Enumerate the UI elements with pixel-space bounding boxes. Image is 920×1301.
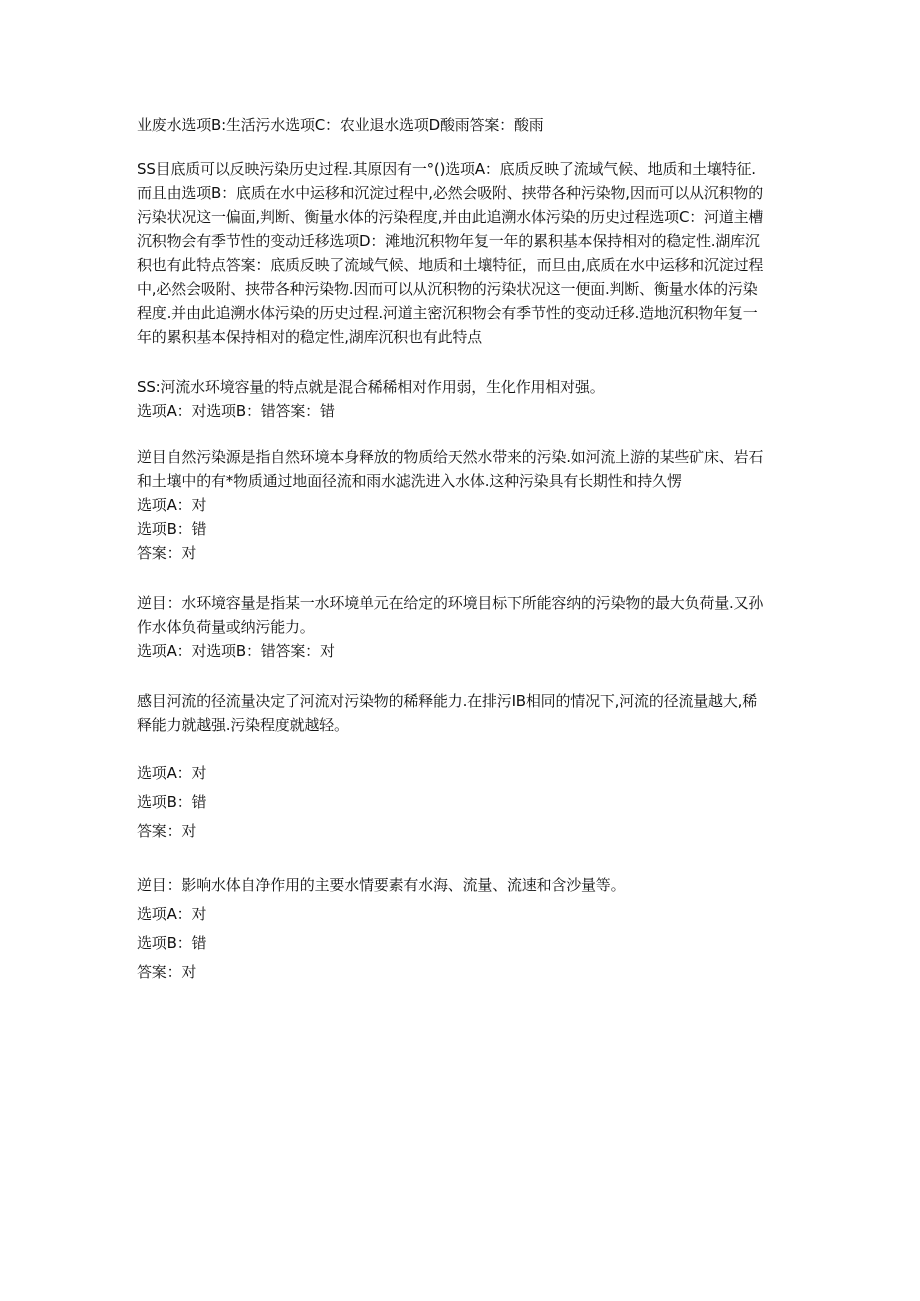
text-line: 选项A：对 [137,905,207,923]
text-line: 选项A：对选项B：错答案：错 [137,402,335,420]
text-line: 选项A：对 [137,764,207,782]
paragraph-4 [137,445,787,565]
text-line: 作水体负荷量或纳污能力。 [137,618,315,636]
text-line: 选项B：错 [137,793,207,811]
text-line: 程度.并由此追溯水体污染的历史过程.河道主密沉积物会有季节性的变动迁移.造地沉积物年复一 [137,304,758,322]
text-line: 逆目：影响水体自净作用的主要水情要素有水海、流量、流速和含沙量等。 [137,876,626,894]
text-line: 答案：对 [137,963,197,981]
text-line: 业废水选项B:生活污水选项C：农业退水选项D酸雨答案：酸雨 [137,116,544,134]
text-line: SS:河流水环境容量的特点就是混合稀稀相对作用弱，生化作用相对强。 [137,378,605,396]
text-line: 答案：对 [137,544,197,562]
text-line: SS目底质可以反映污染历史过程.其原因有一°()选项A：底质反映了流域气候、地质和土壤特征. [137,160,756,178]
paragraph-5 [137,591,787,663]
paragraph-7 [137,759,787,846]
paragraph-1 [137,113,787,137]
paragraph-2 [137,157,787,349]
text-line: 释能力就越强.污染程度就越轻。 [137,716,349,734]
text-line: 逆目：水环境容量是指某一水环境单元在给定的环境目标下所能容纳的污染物的最大负荷量.又孙 [137,594,764,612]
text-line: 逆目自然污染源是指自然环境本身释放的物质给天然水带来的污染.如河流上游的某些矿床、岩石 [137,448,764,466]
text-line: 沉积物会有季节性的变动迁移选项D：滩地沉积物年复一年的累积基本保持相对的稳定性.湖库沉 [137,232,760,250]
text-line: 年的累积基本保持相对的稳定性,湖库沉积也有此特点 [137,328,482,346]
text-line: 积也有此特点答案：底质反映了流域气候、地质和土壤特征，而旦由,底质在水中运移和沉淀过程 [137,256,764,274]
paragraph-3 [137,375,787,423]
text-line: 污染状况这一偏面,判断、衡量水体的污染程度,并由此追溯水体污染的历史过程选项C：河道主槽 [137,208,764,226]
paragraph-6 [137,689,787,737]
text-line: 选项B：错 [137,520,207,538]
paragraph-8 [137,871,787,987]
text-line: 中,必然会吸附、挟带各种污染物.因而可以从沉积物的污染状况这一便面.判断、衡量水体的污染 [137,280,758,298]
text-line: 选项A：对选项B：错答案：对 [137,642,335,660]
text-line: 选项B：错 [137,934,207,952]
text-line: 而且由选项B：底质在水中运移和沉淀过程中,必然会吸附、挟带各种污染物,因而可以从沉积物的 [137,184,764,202]
text-line: 选项A：对 [137,496,207,514]
text-line: 和土壤中的有*物质通过地面径流和雨水滤洗进入水体.这种污染具有长期性和持久愣 [137,472,682,490]
text-line: 感目河流的径流量决定了河流对污染物的稀释能力.在排污IB相同的情况下,河流的径流量越大,稀 [137,692,758,710]
text-line: 答案：对 [137,822,197,840]
